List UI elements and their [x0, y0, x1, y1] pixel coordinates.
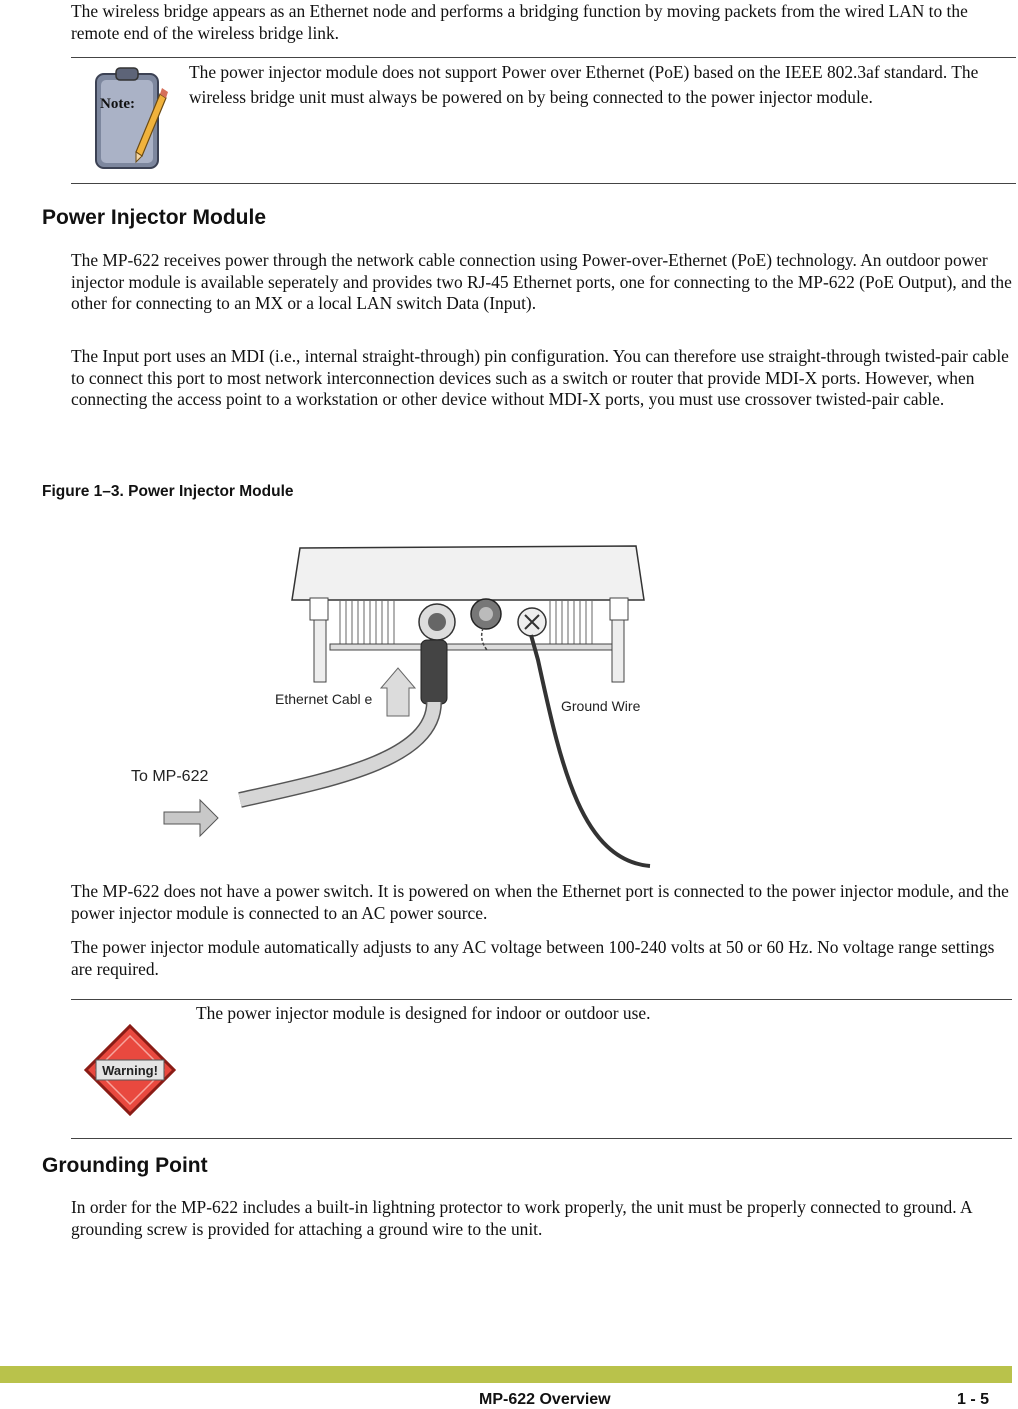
intro-paragraph: The wireless bridge appears as an Ethernet node and performs a bridging function by moving packets from the wired LAN to the remote end of the wireless bridge link.	[71, 1, 968, 43]
page-number: 1 - 5	[957, 1391, 990, 1408]
footer-band	[0, 1366, 1012, 1383]
warning-icon-label: Warning!	[102, 1063, 158, 1078]
power-injector-paragraph-1: The MP-622 receives power through the network cable connection using Power-over-Ethernet (PoE) technology. An outdoor power injector module is available seperately and provides two RJ-45 Ethernet ports, one for connecting to the MP-622 (PoE Output), and the other for connecting to an MX or a local LAN switch Data (Input).	[71, 250, 1012, 313]
to-mp622-text: To MP-622	[131, 768, 209, 785]
footer-title: MP-622 Overview	[479, 1391, 611, 1408]
after-figure-paragraph-1: The MP-622 does not have a power switch. It is powered on when the Ethernet port is connected to the power injector module, and the power injector module is connected to an AC power source.	[71, 881, 1009, 923]
warning-bottom-rule	[71, 1138, 1012, 1139]
after-figure-paragraph-2: The power injector module automatically adjusts to any AC voltage between 100-240 volts at 50 or 60 Hz. No voltage range settings are required.	[71, 937, 995, 979]
note-top-rule	[71, 57, 1016, 58]
section-heading-grounding: Grounding Point	[42, 1154, 208, 1177]
power-injector-paragraph-2: The Input port uses an MDI (i.e., internal straight-through) pin configuration. You can therefore use straight-through twisted-pair cable to connect this port to most network interconnection devices such as a switch or router that provide MDI-X ports. However, when connecting the access point to a workstation or other device without MDI-X ports, you must use crossover twisted-pair cable.	[71, 346, 1009, 409]
figure-caption: Figure 1–3. Power Injector Module	[42, 483, 294, 500]
ethernet-cable-label: Ethernet Cabl e	[275, 691, 373, 707]
note-icon-label: Note:	[100, 96, 135, 112]
section-heading-power-injector: Power Injector Module	[42, 206, 267, 229]
note-clipboard-icon	[90, 66, 170, 177]
note-bottom-rule	[71, 183, 1016, 184]
power-injector-figure	[150, 540, 670, 875]
note-text: The power injector module does not support Power over Ethernet (PoE) based on the IEEE 802.3af standard. The wireless bridge unit must always be powered on by being connected to the power injector module.	[189, 62, 979, 107]
warning-icon	[84, 1024, 176, 1121]
grounding-paragraph-1: In order for the MP-622 includes a built-in lightning protector to work properly, the unit must be properly connected to ground. A grounding screw is provided for attaching a ground wire to the unit.	[71, 1197, 972, 1239]
warning-top-rule	[71, 999, 1012, 1000]
ground-wire-label: Ground Wire	[561, 698, 641, 714]
warning-text: The power injector module is designed for indoor or outdoor use.	[196, 1003, 651, 1023]
